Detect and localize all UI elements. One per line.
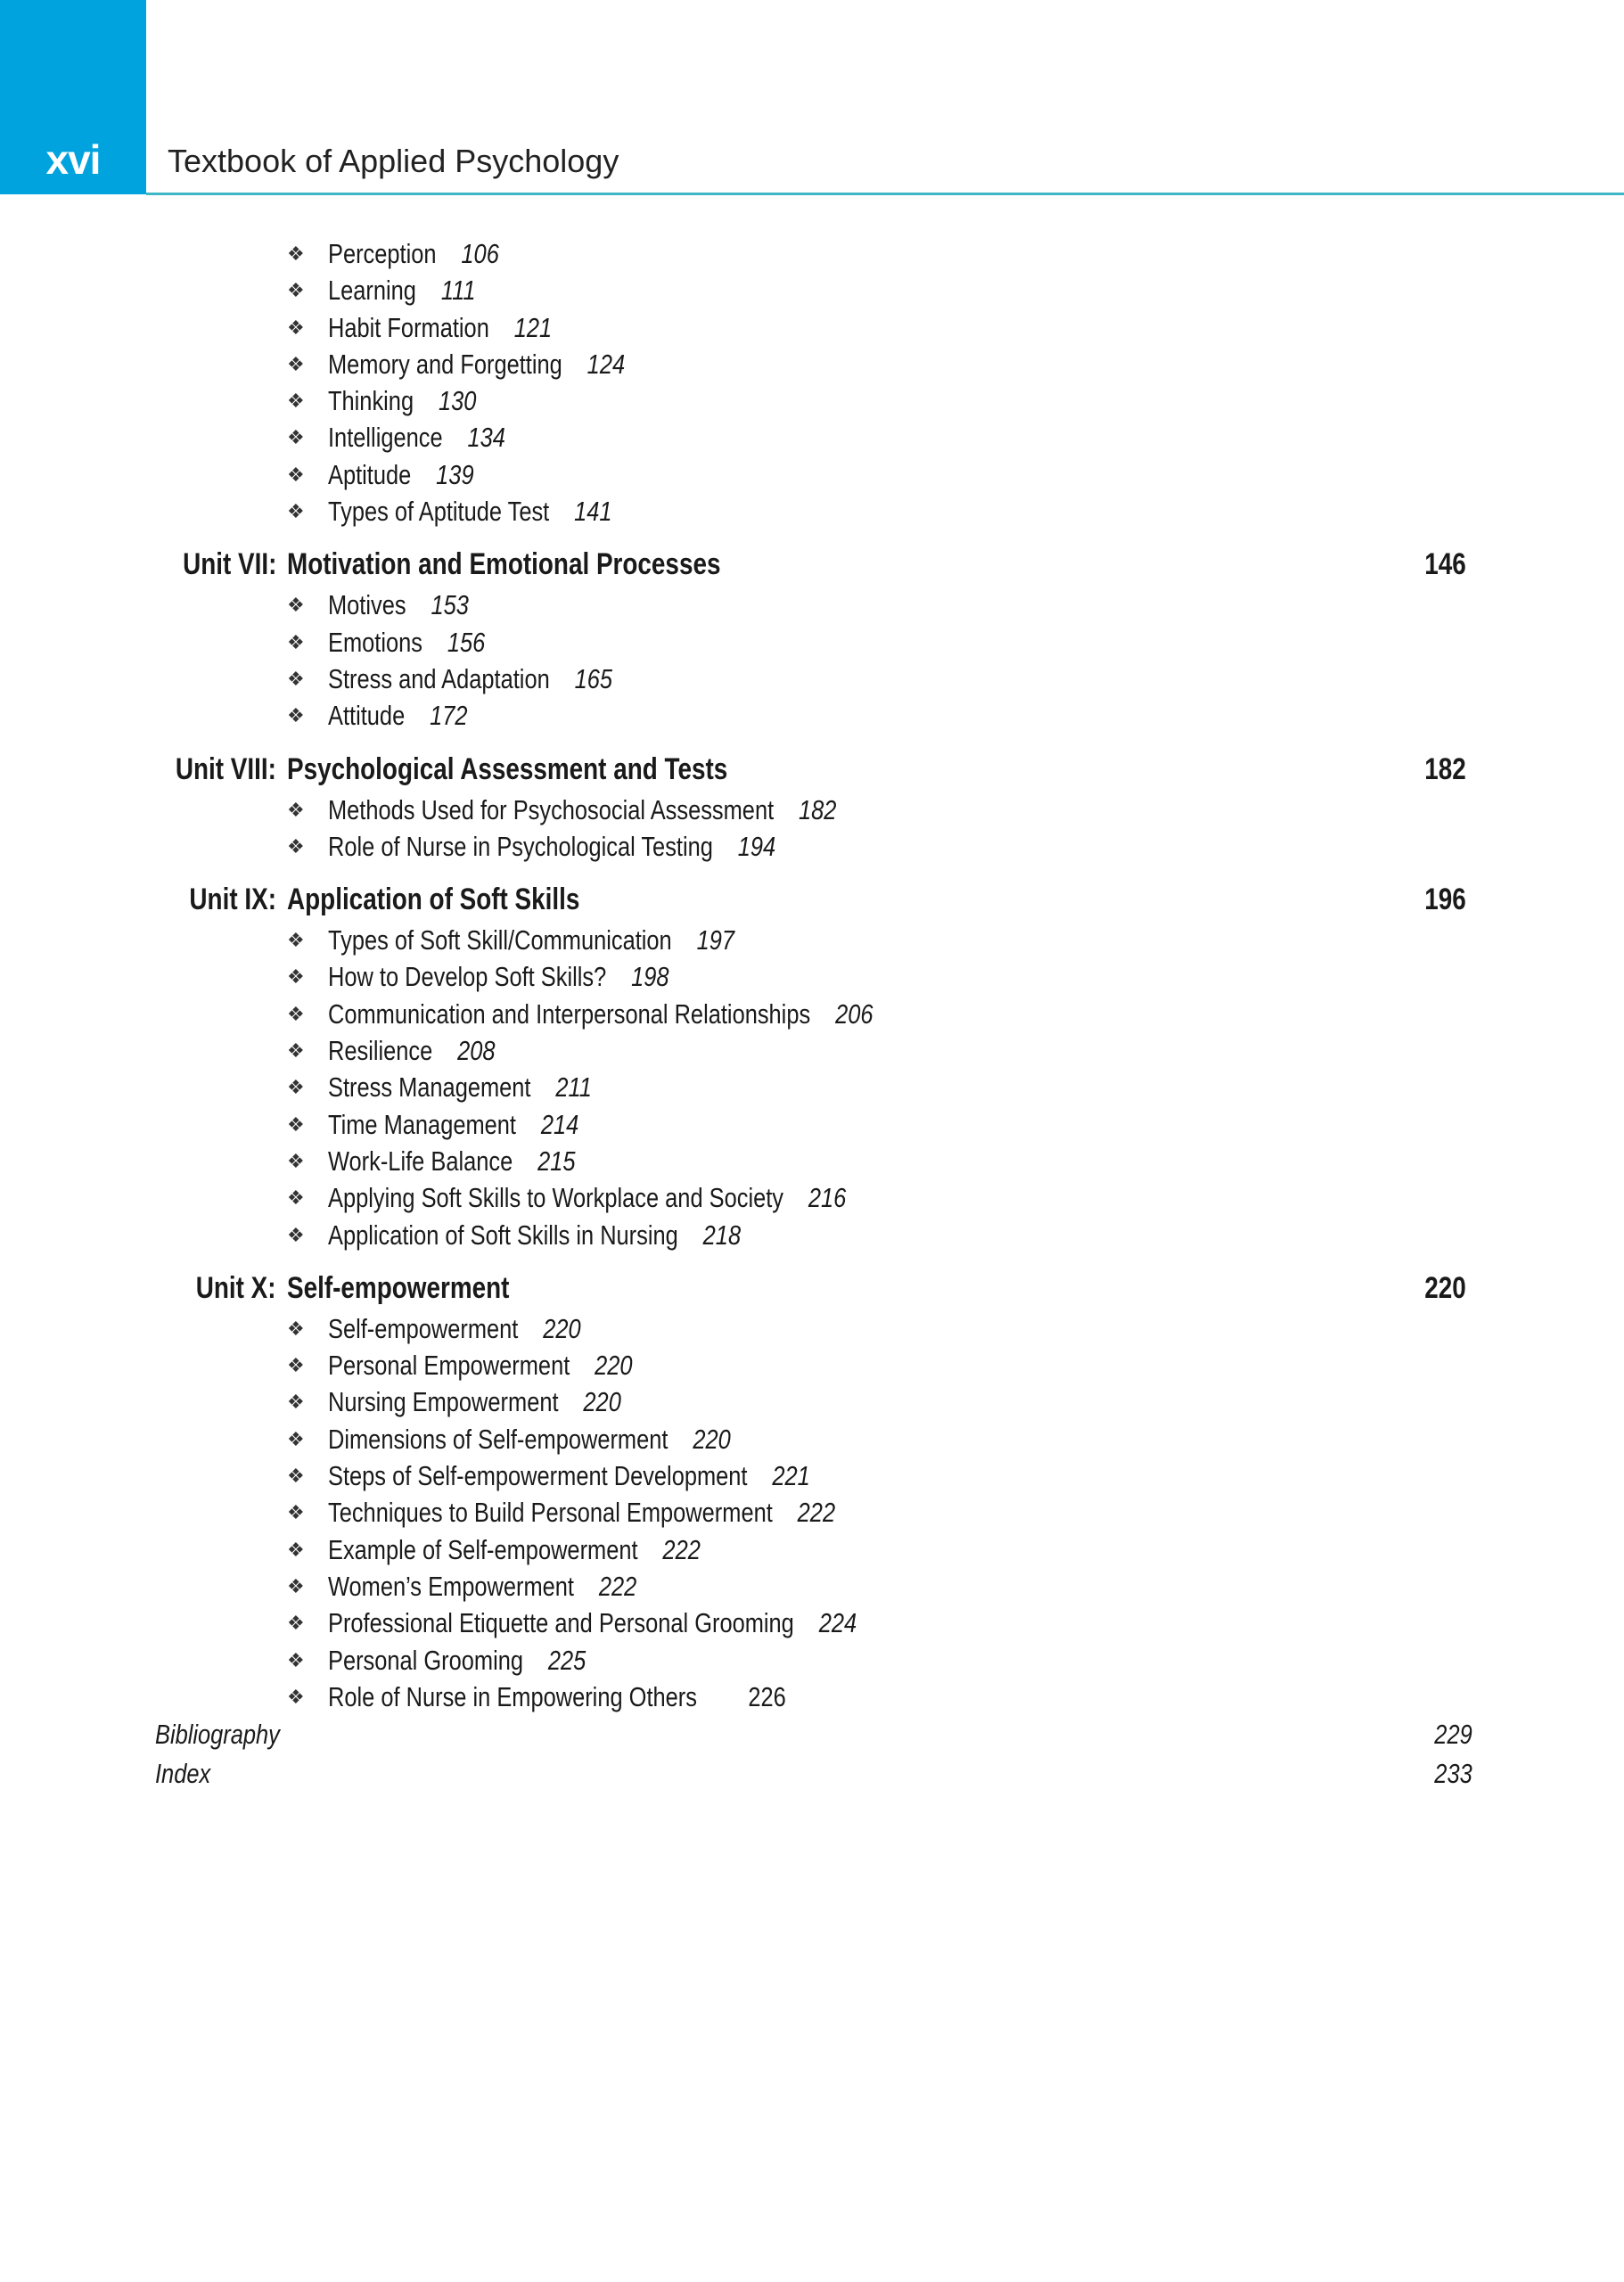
toc-entry-title: Personal Grooming	[328, 1644, 524, 1676]
diamond-bullet-icon: ❖	[287, 352, 305, 375]
toc-entry-page: 165	[574, 662, 613, 694]
toc-entry-title: Self-empowerment	[328, 1312, 519, 1344]
diamond-bullet-icon: ❖	[287, 1648, 305, 1671]
toc-entry-title: Learning	[328, 275, 416, 307]
toc-entry-content	[328, 1347, 633, 1383]
diamond-bullet-icon: ❖	[287, 1076, 305, 1099]
toc-entry-content	[328, 697, 468, 734]
toc-entry-title: Techniques to Build Personal Empowerment	[328, 1497, 773, 1529]
toc-entry-title: Methods Used for Psychosocial Assessment	[328, 793, 775, 825]
toc-entry-page: 225	[547, 1644, 586, 1676]
toc-entry-title: Role of Nurse in Empowering Others	[328, 1680, 697, 1712]
toc-entry	[0, 1383, 1624, 1420]
toc-entry-content	[328, 1179, 846, 1216]
toc-entry-content	[328, 309, 552, 346]
toc-entry	[0, 382, 1624, 419]
toc-entry-title: Attitude	[328, 700, 406, 732]
toc-entry-page: 220	[583, 1386, 621, 1418]
toc-entry-page: 224	[818, 1607, 857, 1639]
toc-entry-page: 197	[696, 924, 734, 956]
toc-entry	[0, 1531, 1624, 1568]
toc-entry-title: Application of Soft Skills in Nursing	[328, 1219, 678, 1251]
diamond-bullet-icon: ❖	[287, 594, 305, 617]
toc-entry	[0, 792, 1624, 828]
toc-entry-page: 208	[457, 1035, 496, 1067]
toc-entry-page: 215	[537, 1145, 576, 1177]
toc-entry	[0, 1421, 1624, 1457]
toc-entry	[0, 1032, 1624, 1069]
toc-entry	[0, 493, 1624, 529]
toc-entry-content	[328, 1679, 786, 1715]
diamond-bullet-icon: ❖	[287, 390, 305, 413]
toc-entry-content	[328, 1069, 592, 1105]
diamond-bullet-icon: ❖	[287, 463, 305, 486]
unit-section	[0, 877, 1624, 1253]
toc-entry-content	[328, 1143, 576, 1179]
toc-entry-page: 222	[598, 1570, 637, 1602]
toc-entry-page: 220	[693, 1423, 731, 1455]
toc-entry-content	[328, 1494, 835, 1531]
diamond-bullet-icon: ❖	[287, 1465, 305, 1488]
toc-entry-content	[328, 235, 499, 272]
toc-entry-content	[328, 382, 476, 419]
diamond-bullet-icon: ❖	[287, 630, 305, 653]
toc-entry	[0, 996, 1624, 1032]
toc-entry-title: Personal Empowerment	[328, 1350, 570, 1382]
toc-entry-title: Habit Formation	[328, 311, 489, 343]
toc-entry	[0, 624, 1624, 661]
unit-page-number: 220	[1424, 1270, 1466, 1305]
toc-entry-page: 172	[430, 700, 468, 732]
diamond-bullet-icon: ❖	[287, 1149, 305, 1172]
toc-entry	[0, 419, 1624, 456]
toc-entry	[0, 1568, 1624, 1605]
unit-title: Application of Soft Skills	[287, 882, 580, 917]
toc-entry-title: Intelligence	[328, 422, 443, 454]
toc-entry-title: Women’s Empowerment	[328, 1570, 574, 1602]
toc-entry-page: 220	[595, 1350, 633, 1382]
toc-entry-title: Perception	[328, 238, 437, 269]
diamond-bullet-icon: ❖	[287, 1039, 305, 1063]
toc-entry	[0, 828, 1624, 865]
toc-entry-page: 156	[447, 626, 486, 658]
diamond-bullet-icon: ❖	[287, 242, 305, 265]
toc-entry-title: Work-Life Balance	[328, 1145, 513, 1177]
diamond-bullet-icon: ❖	[287, 834, 305, 858]
toc-entry	[0, 346, 1624, 382]
unit-topic-list	[0, 922, 1624, 1253]
toc-entry	[0, 309, 1624, 346]
toc-entry-page: 214	[540, 1108, 579, 1140]
toc-entry-page: 211	[555, 1071, 592, 1104]
back-matter-page: 229	[1434, 1719, 1472, 1751]
table-of-contents	[0, 235, 1624, 1795]
toc-entry-page: 198	[631, 961, 669, 993]
unit-label: Unit VII:	[182, 547, 276, 582]
diamond-bullet-icon: ❖	[287, 704, 305, 727]
toc-entry-title: Professional Etiquette and Personal Grooming	[328, 1607, 794, 1639]
unit-section	[0, 1266, 1624, 1715]
toc-entry	[0, 1217, 1624, 1253]
toc-entry-content	[328, 958, 669, 995]
toc-entry-content	[328, 1421, 731, 1457]
toc-entry-title: Nursing Empowerment	[328, 1386, 559, 1418]
toc-entry	[0, 1642, 1624, 1679]
diamond-bullet-icon: ❖	[287, 1685, 305, 1708]
toc-entry-page: 106	[461, 238, 499, 269]
toc-entry-page: 221	[772, 1460, 810, 1492]
diamond-bullet-icon: ❖	[287, 1538, 305, 1561]
toc-entry-title: Emotions	[328, 626, 422, 658]
back-matter-entry	[0, 1756, 1624, 1795]
unit-page-number: 182	[1424, 751, 1466, 786]
toc-entry-page: 216	[808, 1182, 847, 1214]
toc-entry	[0, 456, 1624, 493]
diamond-bullet-icon: ❖	[287, 965, 305, 989]
toc-entry-content	[328, 1310, 581, 1347]
toc-entry-page: 222	[797, 1497, 836, 1529]
unit-heading	[0, 1266, 1624, 1310]
units-container	[0, 542, 1624, 1715]
toc-entry-title: Stress Management	[328, 1071, 531, 1104]
back-matter-title: Bibliography	[155, 1719, 280, 1751]
toc-entry-title: Resilience	[328, 1035, 433, 1067]
toc-entry-page: 182	[799, 793, 837, 825]
toc-entry-title: Steps of Self-empowerment Development	[328, 1460, 748, 1492]
diamond-bullet-icon: ❖	[287, 1574, 305, 1597]
back-matter-page: 233	[1434, 1758, 1472, 1790]
toc-entry-title: Memory and Forgetting	[328, 348, 562, 380]
toc-entry-page: 121	[513, 311, 553, 343]
toc-entry	[0, 1143, 1624, 1179]
unit-heading	[0, 542, 1624, 587]
diamond-bullet-icon: ❖	[287, 1427, 305, 1450]
diamond-bullet-icon: ❖	[287, 929, 305, 952]
unit-label: Unit X:	[196, 1270, 276, 1305]
unit-title: Self-empowerment	[287, 1270, 510, 1305]
unit-heading	[0, 877, 1624, 922]
toc-entry	[0, 1679, 1624, 1715]
toc-entry-page: 226	[748, 1680, 786, 1712]
diamond-bullet-icon: ❖	[287, 667, 305, 690]
unit-section	[0, 542, 1624, 734]
continued-topic-list	[0, 235, 1624, 529]
toc-entry-title: How to Develop Soft Skills?	[328, 961, 607, 993]
toc-entry-content	[328, 1605, 857, 1641]
toc-entry-content	[328, 828, 775, 865]
diamond-bullet-icon: ❖	[287, 1317, 305, 1340]
toc-entry-title: Types of Aptitude Test	[328, 496, 550, 528]
unit-topic-list	[0, 792, 1624, 866]
toc-entry	[0, 1347, 1624, 1383]
toc-entry-title: Time Management	[328, 1108, 516, 1140]
toc-entry-page: 220	[543, 1312, 581, 1344]
toc-entry	[0, 958, 1624, 995]
page-number: xvi	[45, 136, 101, 183]
toc-entry	[0, 1106, 1624, 1143]
toc-entry-title: Applying Soft Skills to Workplace and Society	[328, 1182, 784, 1214]
toc-entry-page: 141	[574, 496, 612, 528]
toc-entry-title: Communication and Interpersonal Relationships	[328, 997, 811, 1030]
toc-entry	[0, 235, 1624, 272]
toc-entry-page: 218	[702, 1219, 742, 1251]
diamond-bullet-icon: ❖	[287, 279, 305, 302]
toc-entry-page: 153	[431, 589, 469, 621]
diamond-bullet-icon: ❖	[287, 1223, 305, 1246]
toc-entry-content	[328, 1642, 586, 1679]
toc-entry	[0, 1457, 1624, 1494]
unit-topic-list	[0, 1310, 1624, 1715]
toc-entry-page: 206	[835, 997, 874, 1030]
unit-section	[0, 747, 1624, 866]
back-matter-title: Index	[155, 1758, 211, 1790]
diamond-bullet-icon: ❖	[287, 500, 305, 523]
toc-entry-title: Stress and Adaptation	[328, 662, 550, 694]
toc-entry	[0, 272, 1624, 308]
toc-entry	[0, 1179, 1624, 1216]
unit-topic-list	[0, 587, 1624, 734]
unit-label: Unit IX:	[189, 882, 276, 917]
toc-entry-content	[328, 1457, 810, 1494]
unit-title: Motivation and Emotional Processes	[287, 547, 721, 582]
toc-entry-content	[328, 1032, 496, 1069]
toc-entry-title: Example of Self-empowerment	[328, 1533, 638, 1565]
toc-entry-content	[328, 272, 475, 308]
toc-entry-content	[328, 587, 469, 623]
toc-entry	[0, 1069, 1624, 1105]
toc-entry-content	[328, 1106, 578, 1143]
header-rule	[146, 193, 1624, 195]
running-head-book-title: Textbook of Applied Psychology	[168, 143, 619, 179]
diamond-bullet-icon: ❖	[287, 1354, 305, 1377]
diamond-bullet-icon: ❖	[287, 1391, 305, 1414]
toc-entry-page: 111	[440, 275, 476, 307]
toc-entry-content	[328, 1531, 701, 1568]
toc-entry-content	[328, 624, 485, 661]
unit-page-number: 146	[1424, 547, 1466, 582]
toc-entry	[0, 661, 1624, 697]
toc-entry-page: 130	[438, 385, 477, 417]
diamond-bullet-icon: ❖	[287, 798, 305, 821]
toc-entry-title: Types of Soft Skill/Communication	[328, 924, 672, 956]
toc-entry-content	[328, 419, 505, 456]
unit-title: Psychological Assessment and Tests	[287, 751, 728, 786]
toc-entry	[0, 1605, 1624, 1641]
toc-entry	[0, 1494, 1624, 1531]
diamond-bullet-icon: ❖	[287, 426, 305, 449]
toc-entry-content	[328, 792, 836, 828]
toc-entry-title: Role of Nurse in Psychological Testing	[328, 830, 713, 862]
toc-entry-page: 134	[467, 422, 505, 454]
toc-entry-page: 222	[662, 1533, 701, 1565]
diamond-bullet-icon: ❖	[287, 1112, 305, 1136]
toc-entry-title: Thinking	[328, 385, 414, 417]
unit-page-number: 196	[1424, 882, 1466, 917]
back-matter	[0, 1717, 1624, 1795]
diamond-bullet-icon: ❖	[287, 1002, 305, 1025]
toc-entry	[0, 1310, 1624, 1347]
toc-entry-page: 139	[436, 458, 474, 490]
diamond-bullet-icon: ❖	[287, 1501, 305, 1524]
toc-entry-title: Aptitude	[328, 458, 412, 490]
toc-entry-content	[328, 996, 873, 1032]
toc-entry-content	[328, 661, 612, 697]
toc-entry-page: 124	[586, 348, 626, 380]
toc-entry-content	[328, 1217, 741, 1253]
toc-entry	[0, 587, 1624, 623]
unit-heading	[0, 747, 1624, 792]
toc-entry-content	[328, 1568, 636, 1605]
toc-entry-content	[328, 346, 625, 382]
toc-entry-title: Motives	[328, 589, 406, 621]
back-matter-entry	[0, 1717, 1624, 1756]
toc-entry-content	[328, 456, 474, 493]
toc-entry-content	[328, 922, 734, 958]
toc-entry-title: Dimensions of Self-empowerment	[328, 1423, 668, 1455]
toc-entry-page: 194	[737, 830, 776, 862]
toc-entry	[0, 922, 1624, 958]
unit-label: Unit VIII:	[175, 751, 276, 786]
toc-entry-content	[328, 1383, 621, 1420]
diamond-bullet-icon: ❖	[287, 316, 305, 339]
diamond-bullet-icon: ❖	[287, 1186, 305, 1210]
toc-entry	[0, 697, 1624, 734]
toc-entry-content	[328, 493, 612, 529]
diamond-bullet-icon: ❖	[287, 1612, 305, 1635]
